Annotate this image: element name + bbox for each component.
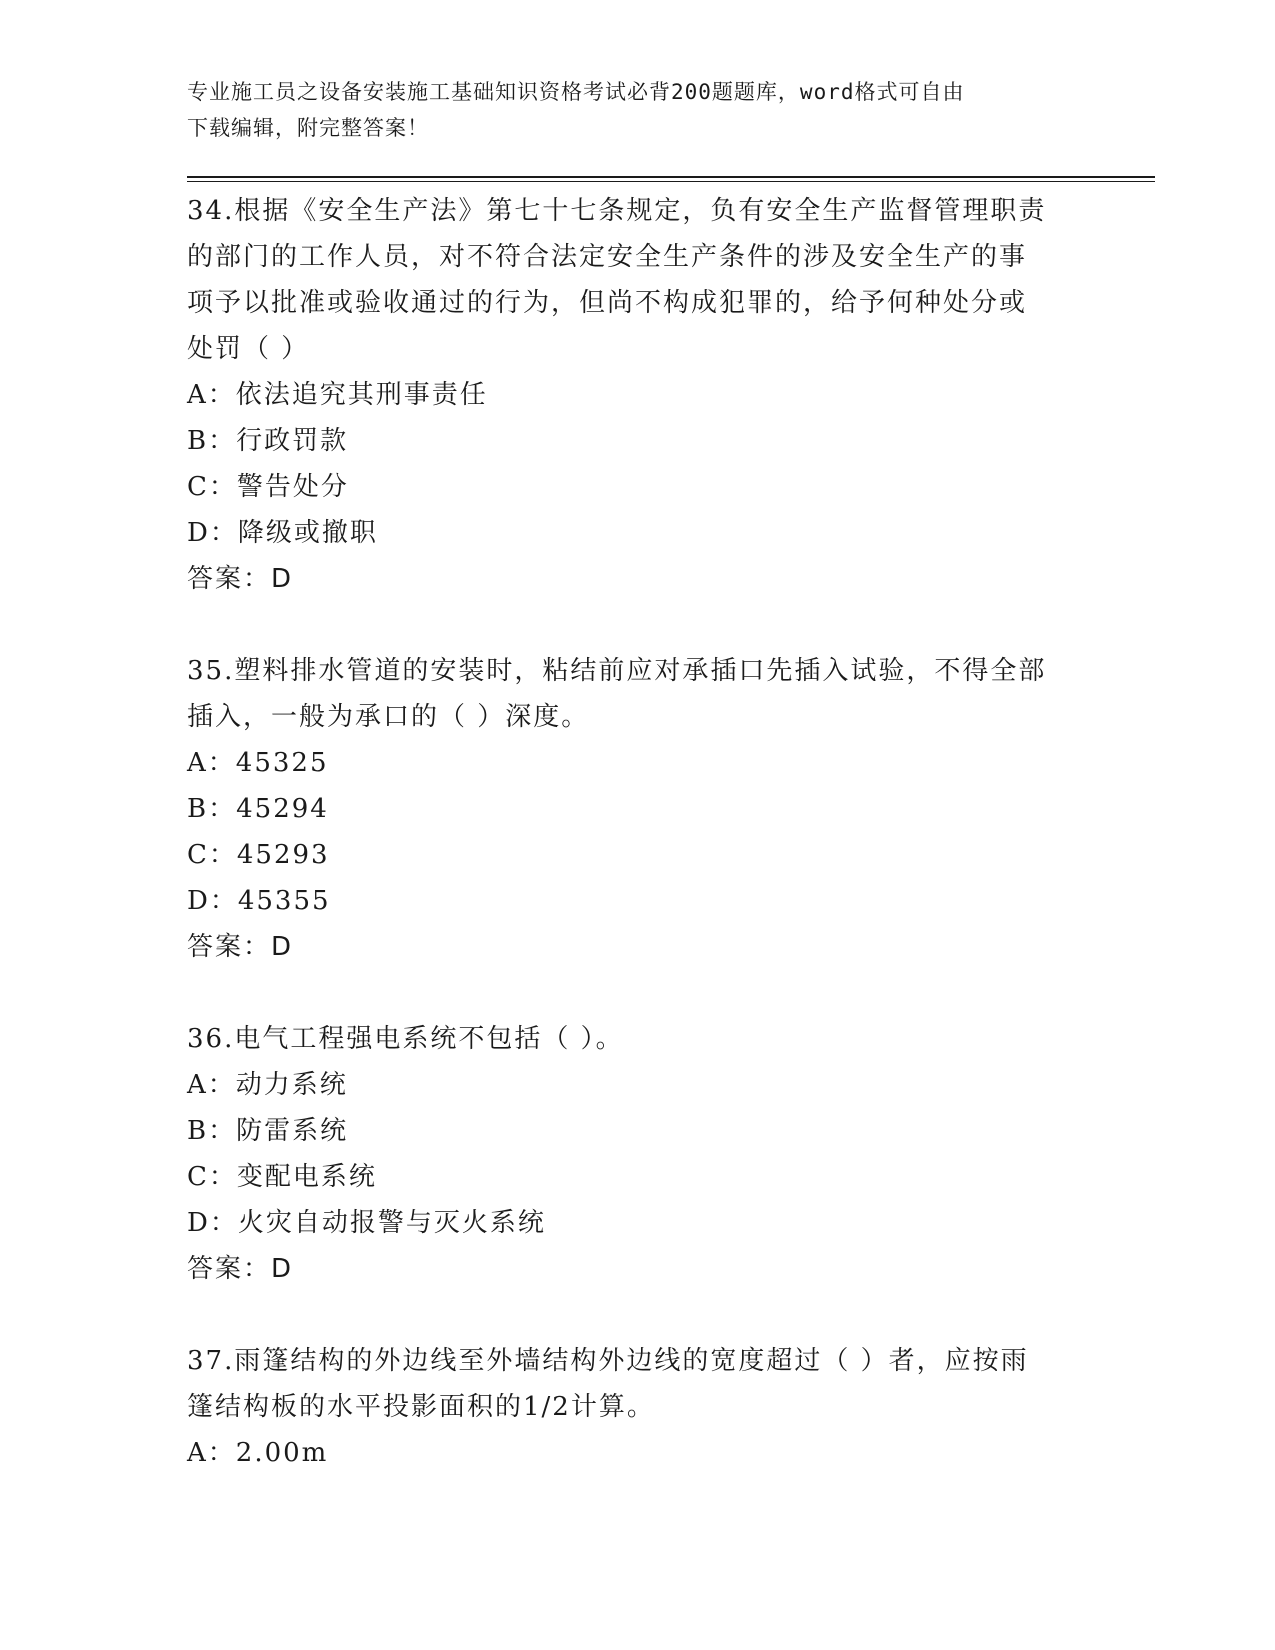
option-a: A：动力系统 (187, 1070, 348, 1100)
question-stem-line: 插入，一般为承口的（ ）深度。 (187, 702, 590, 732)
question-spacer (187, 602, 1087, 648)
question-stem-line: 34.根据《安全生产法》第七十七条规定，负有安全生产监督管理职责 (187, 196, 1047, 226)
header-divider-thin (187, 181, 1155, 182)
question-36 (187, 1016, 1087, 1292)
question-34 (187, 188, 1087, 602)
document-header (187, 74, 1087, 146)
option-a: A：45325 (187, 748, 329, 778)
option-b: B：行政罚款 (187, 426, 349, 456)
header-divider-thick (187, 176, 1155, 178)
option-b: B：45294 (187, 794, 329, 824)
option-a: A：2.00m (187, 1438, 329, 1468)
option-d: D：火灾自动报警与灭火系统 (187, 1208, 546, 1238)
header-line-1: 专业施工员之设备安装施工基础知识资格考试必背200题题库，word格式可自由 (187, 80, 965, 104)
question-37 (187, 1338, 1087, 1476)
option-c: C：变配电系统 (187, 1162, 377, 1192)
question-35 (187, 648, 1087, 970)
question-stem-line: 的部门的工作人员，对不符合法定安全生产条件的涉及安全生产的事 (187, 242, 1028, 272)
option-b: B：防雷系统 (187, 1116, 349, 1146)
answer-label: 答案：D (187, 1254, 294, 1284)
option-d: D：降级或撤职 (187, 518, 378, 548)
option-d: D：45355 (187, 886, 331, 916)
question-stem-line: 处罚（ ） (187, 334, 310, 364)
question-list (187, 188, 1087, 1476)
question-spacer (187, 1292, 1087, 1338)
question-stem-line: 篷结构板的水平投影面积的1/2计算。 (187, 1392, 655, 1422)
option-c: C：警告处分 (187, 472, 349, 502)
question-spacer (187, 970, 1087, 1016)
option-a: A：依法追究其刑事责任 (187, 380, 488, 410)
option-c: C：45293 (187, 840, 330, 870)
question-stem-line: 项予以批准或验收通过的行为，但尚不构成犯罪的，给予何种处分或 (187, 288, 1028, 318)
answer-label: 答案：D (187, 932, 294, 962)
question-stem-line: 36.电气工程强电系统不包括（ ）。 (187, 1024, 624, 1054)
question-stem-line: 37.雨篷结构的外边线至外墙结构外边线的宽度超过（ ）者，应按雨 (187, 1346, 1029, 1376)
question-stem-line: 35.塑料排水管道的安装时，粘结前应对承插口先插入试验，不得全部 (187, 656, 1047, 686)
header-line-2: 下载编辑，附完整答案！ (187, 116, 429, 140)
answer-label: 答案：D (187, 564, 294, 594)
